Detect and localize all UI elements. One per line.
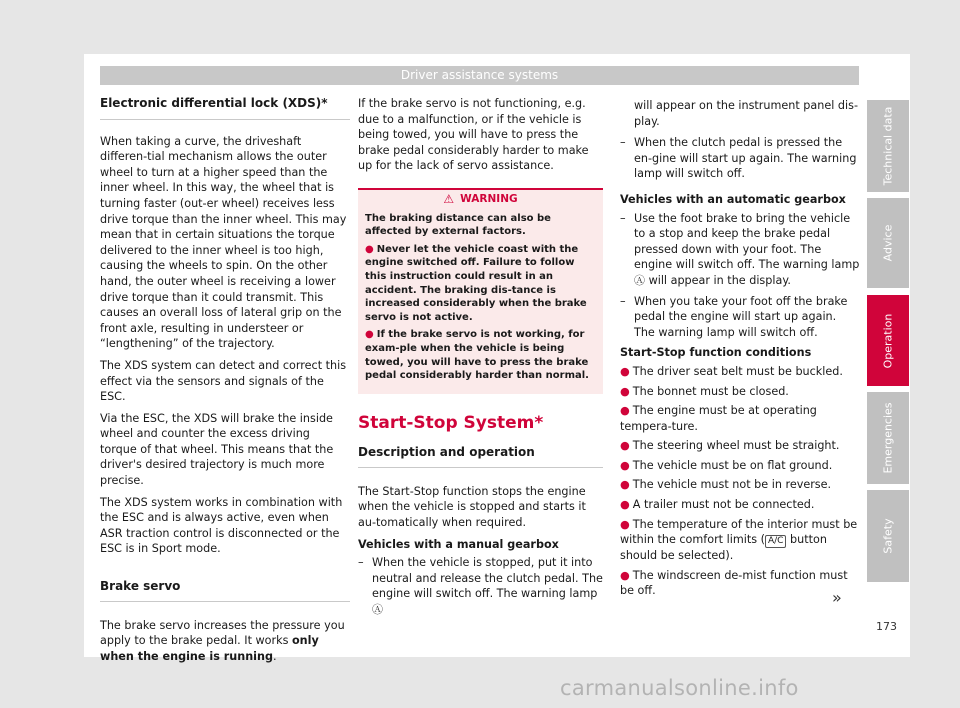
column-2 bbox=[358, 96, 603, 623]
start-stop-description: The Start-Stop function stops the engine when the vehicle is stopped and starts it au-tomatically when required. bbox=[358, 484, 586, 530]
bullet-icon: ● bbox=[365, 329, 374, 341]
xds-paragraph-3: Via the ESC, the XDS will brake the inside wheel and counter the excess driving torque of that wheel. This means that the driver's desired trajectory is much more precise. bbox=[100, 411, 334, 488]
bullet-icon: ● bbox=[620, 498, 630, 512]
brake-servo-title: Brake servo bbox=[100, 575, 350, 602]
tab-safety[interactable]: Safety bbox=[867, 490, 909, 582]
bullet-icon: ● bbox=[620, 404, 630, 418]
xds-paragraph-4: The XDS system works in combination with the ESC and is always active, even when ASR traction control is disconnected or the ESC is in Sport mode. bbox=[100, 495, 343, 556]
warning-lead: The braking distance can also be affected by external factors. bbox=[365, 212, 551, 238]
start-stop-lamp-icon: Ⓐ bbox=[372, 603, 383, 617]
description-operation-title: Description and operation bbox=[358, 441, 603, 468]
start-stop-lamp-icon: Ⓐ bbox=[634, 273, 645, 287]
bullet-icon: ● bbox=[365, 243, 374, 255]
xds-paragraph-2: The XDS system can detect and correct this effect via the sensors and signals of the ESC. bbox=[100, 358, 347, 404]
bullet-icon: ● bbox=[620, 517, 630, 531]
tab-advice[interactable]: Advice bbox=[867, 198, 909, 288]
condition-item: ● The bonnet must be closed. bbox=[620, 384, 789, 398]
ac-button-icon: A/C bbox=[765, 535, 786, 548]
start-stop-title: Start-Stop System* bbox=[358, 412, 544, 433]
brake-servo-text: The brake servo increases the pressure you apply to the brake pedal. It works only when the engine is running. bbox=[100, 618, 345, 663]
clutch-item: – When the clutch pedal is pressed the en-gine will start up again. The warning lamp will switch off. bbox=[620, 136, 857, 181]
bullet-icon: ● bbox=[620, 478, 630, 492]
dash-icon: – bbox=[620, 294, 626, 308]
lamp-continuation-text: will appear on the instrument panel dis-play. bbox=[634, 99, 858, 128]
condition-item: ● The temperature of the interior must be within the comfort limits ( A/C button should be selected). bbox=[620, 517, 858, 563]
column-1 bbox=[100, 96, 350, 670]
tab-technical-data[interactable]: Technical data bbox=[867, 100, 909, 192]
bullet-icon: ● bbox=[620, 458, 630, 472]
xds-paragraph-1: When taking a curve, the driveshaft differen-tial mechanism allows the outer wheel to turn at a higher speed than the inner wheel. In this way, the wheel that is turning faster (out-er wheel) receives less drive torque than the inner wheel. This may mean that in certain situations the torque delivered to the inner wheel is too high, causing the wheels to spin. On the other hand, the outer wheel is receiving a lower drive torque than it could transmit. This causes an overall loss of lateral grip on the front axle, resulting in understeer or “lengthening” of the trajectory. bbox=[100, 134, 347, 351]
warning-box bbox=[358, 188, 603, 394]
tab-operation[interactable]: Operation bbox=[867, 295, 909, 386]
xds-section-title: Electronic differential lock (XDS)* bbox=[100, 96, 350, 120]
bullet-icon: ● bbox=[620, 568, 630, 582]
warning-label: WARNING bbox=[460, 192, 518, 205]
continue-icon: » bbox=[832, 588, 842, 607]
page-number: 173 bbox=[876, 620, 897, 633]
dash-icon: – bbox=[620, 211, 626, 225]
warning-header bbox=[365, 190, 596, 212]
bullet-icon: ● bbox=[620, 364, 630, 378]
condition-item: ● The steering wheel must be straight. bbox=[620, 439, 840, 453]
automatic-gearbox-item: – When you take your foot off the brake pedal the engine will start up again. The warning lamp will switch off. bbox=[620, 294, 848, 339]
watermark: carmanualsonline.info bbox=[560, 676, 799, 700]
condition-item: ● A trailer must not be connected. bbox=[620, 498, 815, 512]
warning-item: ● If the brake servo is not working, for exam-ple when the vehicle is being towed, you will have to press the brake pedal considerably harder than normal. bbox=[365, 329, 589, 382]
condition-item: ● The windscreen de-mist function must be off. bbox=[620, 568, 848, 598]
brake-servo-failure-text: If the brake servo is not functioning, e.g. due to a malfunction, or if the vehicle is being towed, you will have to press the brake pedal considerably harder to make up for the lack of servo assistance. bbox=[358, 97, 589, 173]
condition-item: ● The engine must be at operating tempera-ture. bbox=[620, 404, 817, 433]
condition-item: ● The vehicle must not be in reverse. bbox=[620, 478, 832, 492]
condition-item: ● The vehicle must be on flat ground. bbox=[620, 458, 833, 472]
manual-gearbox-heading: Vehicles with a manual gearbox bbox=[358, 537, 559, 551]
automatic-gearbox-item: – Use the foot brake to bring the vehicle to a stop and keep the brake pedal pressed down with your foot. The engine will switch off. The warning lamp Ⓐ will appear in the display. bbox=[620, 211, 860, 287]
conditions-heading: Start-Stop function conditions bbox=[620, 346, 812, 360]
manual-gearbox-item: – When the vehicle is stopped, put it into neutral and release the clutch pedal. The engine will switch off. The warning lamp Ⓐ bbox=[358, 556, 603, 617]
automatic-gearbox-heading: Vehicles with an automatic gearbox bbox=[620, 192, 846, 206]
bullet-icon: ● bbox=[620, 439, 630, 453]
warning-item: ● Never let the vehicle coast with the engine switched off. Failure to follow this instruction could result in an accident. The braking dis-tance is increased considerably when the brake servo is not active. bbox=[365, 243, 587, 323]
column-3 bbox=[620, 98, 860, 603]
condition-item: ● The driver seat belt must be buckled. bbox=[620, 364, 843, 378]
tab-emergencies[interactable]: Emergencies bbox=[867, 392, 909, 484]
warning-triangle-icon: ⚠ bbox=[443, 191, 455, 206]
dash-icon: – bbox=[358, 556, 364, 570]
bullet-icon: ● bbox=[620, 384, 630, 398]
page-header: Driver assistance systems bbox=[100, 66, 859, 85]
dash-icon: – bbox=[620, 136, 626, 150]
